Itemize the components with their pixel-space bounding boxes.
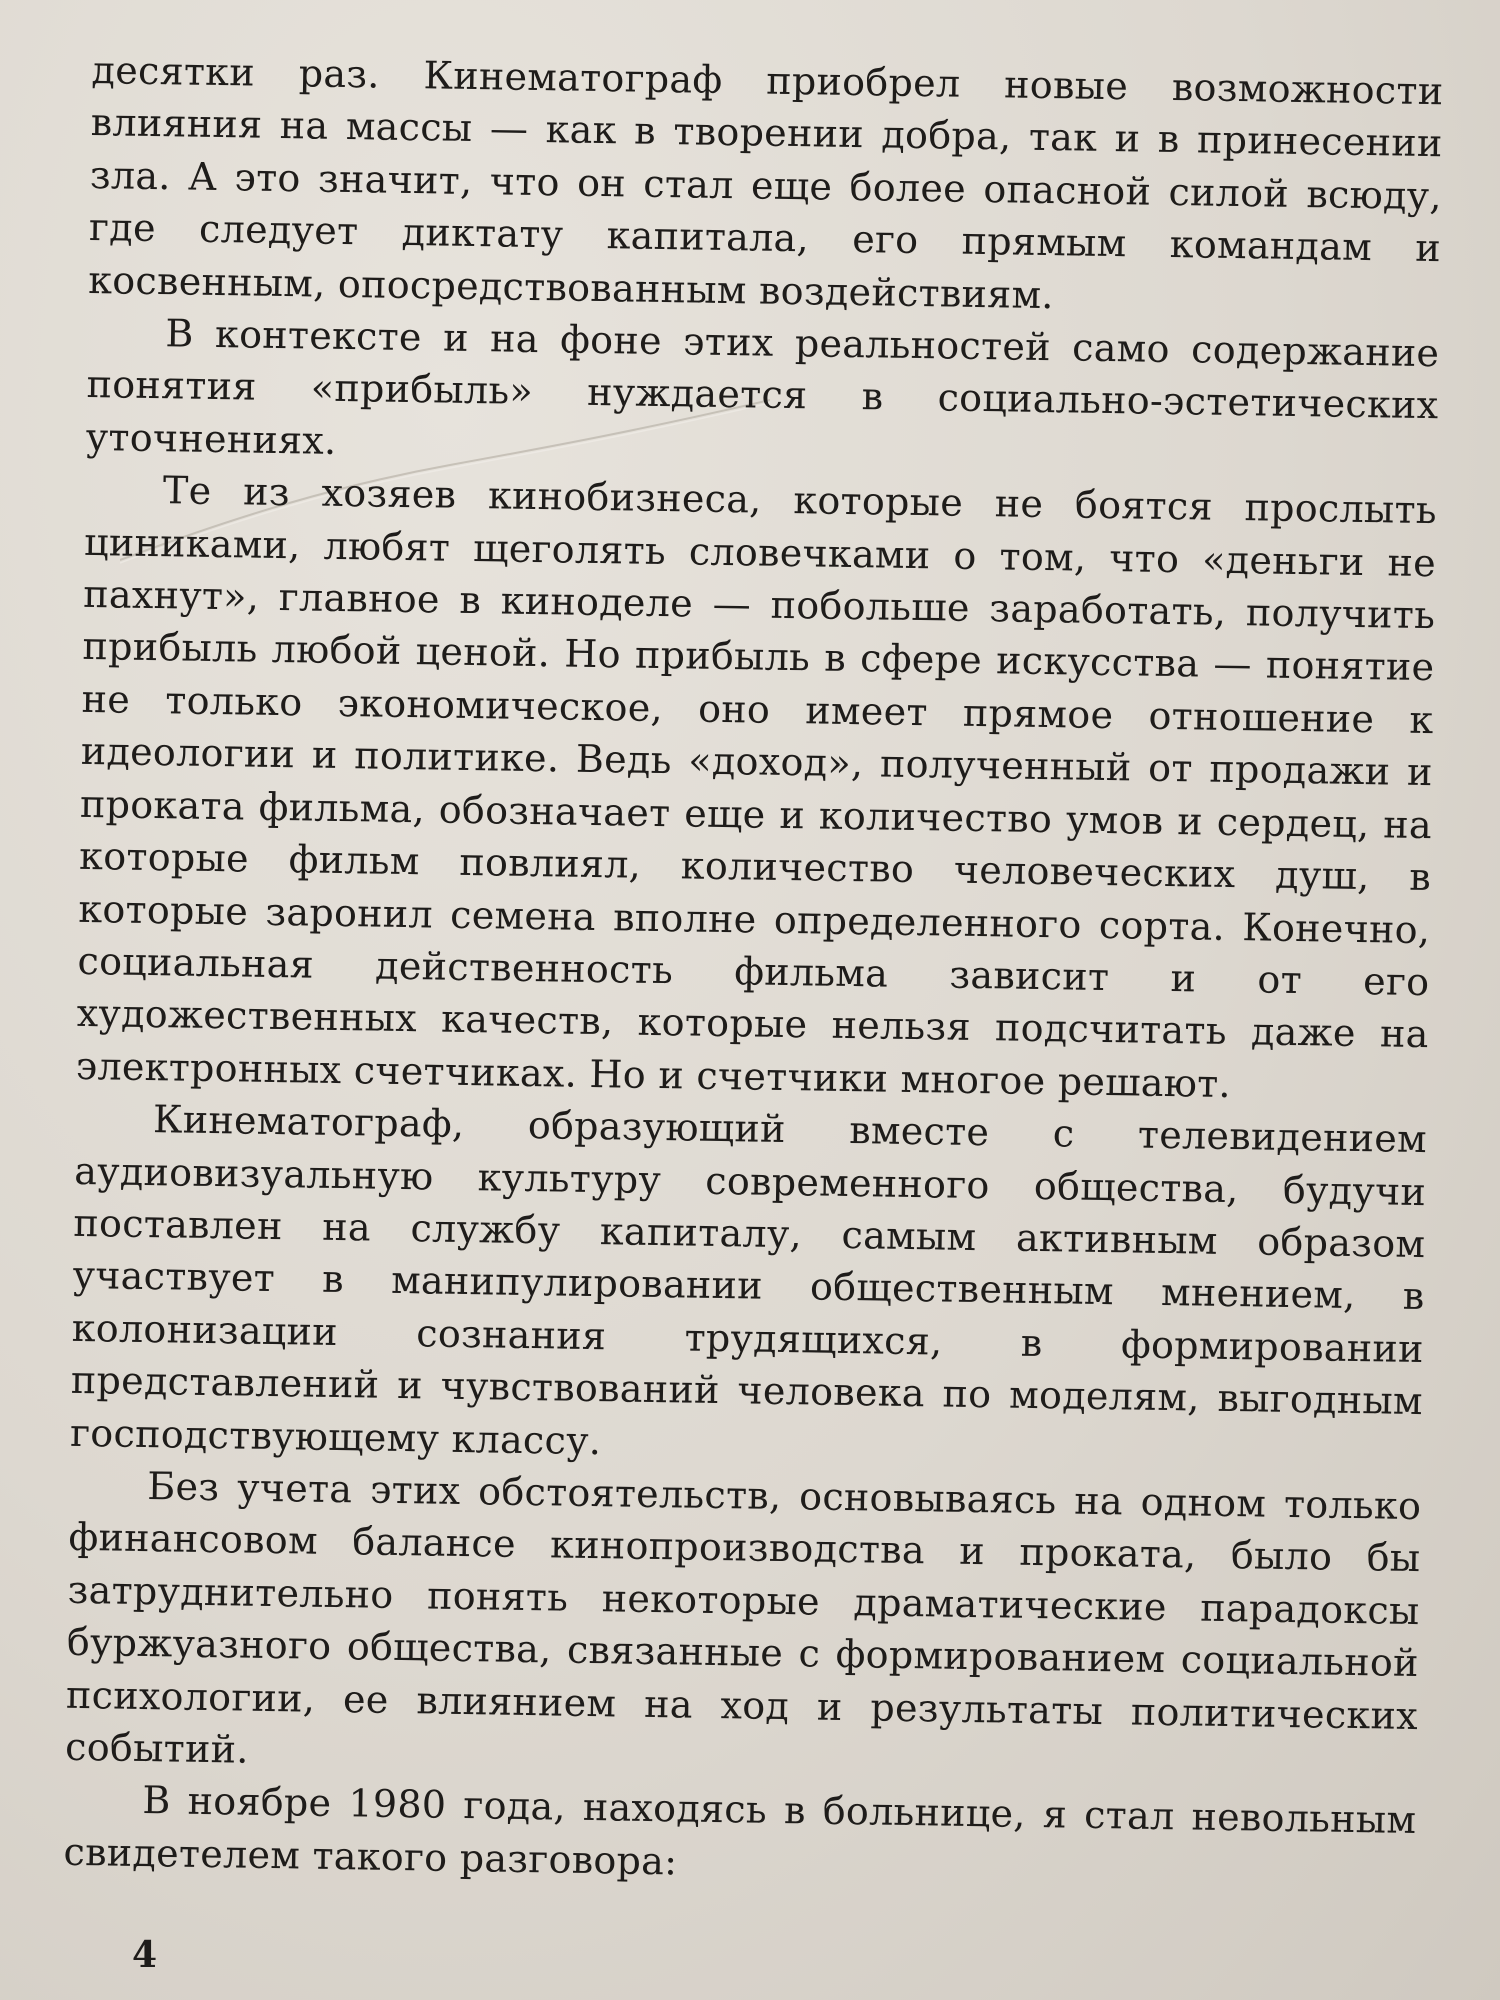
page-number: 4 — [132, 1934, 158, 1976]
paragraph-6: В ноябре 1980 года, находясь в больнице, я стал невольным свидетелем такого разговора: — [63, 1778, 1417, 1884]
paragraph-5: Без учета этих обстоятельств, основываясь на одном только финансовом балансе кинопроизводства и проката, было бы затруднительно понять некоторые драматические парадоксы буржуазного общества, связанные с формированием социальной психологии, ее влиянием на ход и результаты политических событий. — [64, 1464, 1422, 1772]
paragraph-3: Те из хозяев кинобизнеса, которые не боятся прослыть циниками, любят щеголять словечками о том, что «деньги не пахнут», главное в киноделе — побольше заработать, получить прибыль любой ценой. Но прибыль в сфере искусства — понятие не только экономическое, оно имеет прямое отношение к идеологии и политике. Ведь «доход», полученный от продажи и проката фильма, обозначает еще и количество умов и сердец, на которые фильм повлиял, количество человеческих душ, в которые заронил семена вполне определенного сорта. Конечно, социальная действенность фильма зависит и от его художественных качеств, которые нельзя подсчитать даже на электронных счетчиках. Но и счетчики многое решают. — [75, 468, 1438, 1106]
body-text — [63, 44, 1444, 1899]
paragraph-1: десятки раз. Кинематограф приобрел новые возможности влияния на массы — как в творении добра, так и в принесении зла. А это значит, что он стал еще более опасной силой всюду, где следует диктату капитала, его прямым командам и косвенным, опосредствованным воздействиям. — [87, 47, 1444, 317]
paragraph-2: В контексте и на фоне этих реальностей само содержание понятия «прибыль» нуждается в социально-эстетических уточнениях. — [85, 311, 1440, 463]
paragraph-4: Кинематограф, образующий вместе с телевидением аудиовизуальную культуру современного общества, будучи поставлен на службу капиталу, самым активным образом участвует в манипулировании общественным мнением, в колонизации сознания трудящихся, в формировании представлений и чувствований человека по моделям, выгодным господствующему классу. — [69, 1097, 1428, 1463]
